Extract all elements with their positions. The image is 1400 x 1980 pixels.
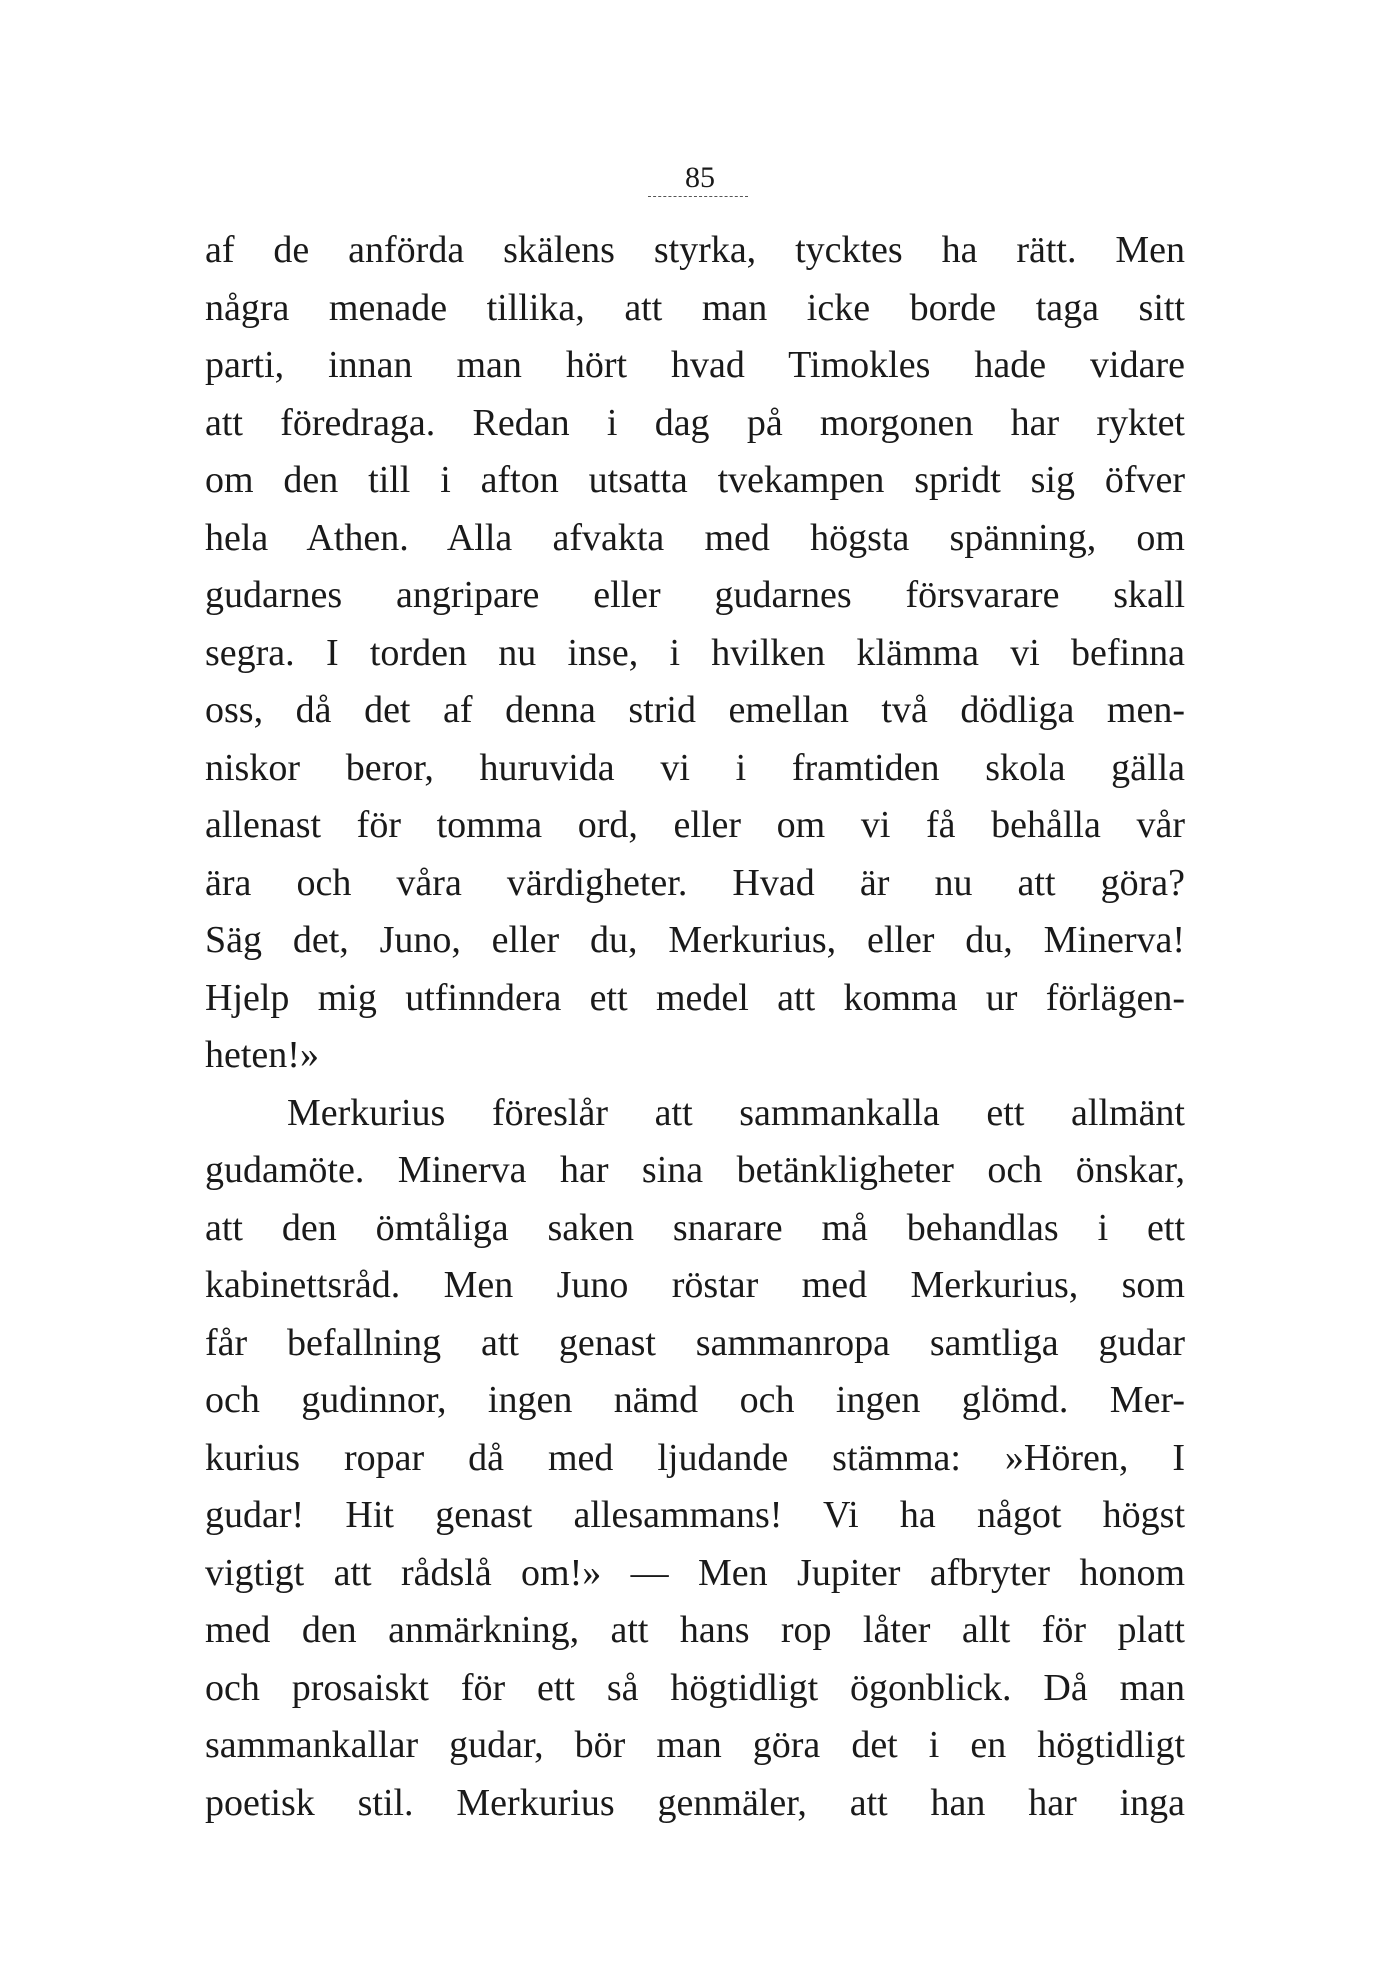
text-line: allenast för tomma ord, eller om vi få behålla vår — [205, 804, 1185, 846]
text-line: och prosaiskt för ett så högtidligt ögonblick. Då man — [205, 1666, 1185, 1709]
text-line: får befallning att genast sammanropa samtliga gudar — [205, 1321, 1185, 1364]
text-line: parti, innan man hört hvad Timokles hade vidare — [205, 344, 1185, 386]
text-line: Merkurius föreslår att sammankalla ett allmänt — [287, 1091, 1185, 1134]
text-line: heten!» — [205, 1034, 319, 1076]
text-line: niskor beror, huruvida vi i framtiden skola gälla — [205, 746, 1185, 789]
text-line: och gudinnor, ingen nämd och ingen glömd. Mer- — [205, 1379, 1185, 1421]
text-line: kurius ropar då med ljudande stämma: »Hören, I — [205, 1436, 1185, 1479]
text-line: att föredraga. Redan i dag på morgonen har ryktet — [205, 401, 1185, 444]
text-line: kabinettsråd. Men Juno röstar med Merkurius, som — [205, 1264, 1185, 1306]
body-text — [205, 222, 1185, 1832]
text-line: Hjelp mig utfinndera ett medel att komma ur förlägen- — [205, 976, 1185, 1019]
text-line: oss, då det af denna strid emellan två dödliga men- — [205, 689, 1185, 731]
text-line: gudarnes angripare eller gudarnes försvarare skall — [205, 574, 1185, 616]
text-line: poetisk stil. Merkurius genmäler, att han har inga — [205, 1781, 1185, 1824]
text-line: af de anförda skälens styrka, tycktes ha rätt. Men — [205, 229, 1185, 271]
text-line: Säg det, Juno, eller du, Merkurius, eller du, Minerva! — [205, 919, 1185, 961]
text-line: sammankallar gudar, bör man göra det i en högtidligt — [205, 1724, 1185, 1766]
text-line: vigtigt att rådslå om!» — Men Jupiter afbryter honom — [205, 1551, 1185, 1594]
text-line: några menade tillika, att man icke borde taga sitt — [205, 286, 1185, 329]
text-line: hela Athen. Alla afvakta med högsta spänning, om — [205, 516, 1185, 559]
text-line: ära och våra värdigheter. Hvad är nu att göra? — [205, 861, 1185, 904]
text-line: gudamöte. Minerva har sina betänkligheter och önskar, — [205, 1149, 1185, 1191]
text-line: gudar! Hit genast allesammans! Vi ha något högst — [205, 1494, 1185, 1536]
page-number: 85 — [685, 161, 715, 194]
text-line: om den till i afton utsatta tvekampen spridt sig öfver — [205, 459, 1185, 501]
text-line: med den anmärkning, att hans rop låter allt för platt — [205, 1609, 1185, 1651]
text-line: att den ömtåliga saken snarare må behandlas i ett — [205, 1206, 1185, 1249]
text-line: segra. I torden nu inse, i hvilken klämma vi befinna — [205, 631, 1185, 674]
page-number-rule — [648, 196, 748, 197]
